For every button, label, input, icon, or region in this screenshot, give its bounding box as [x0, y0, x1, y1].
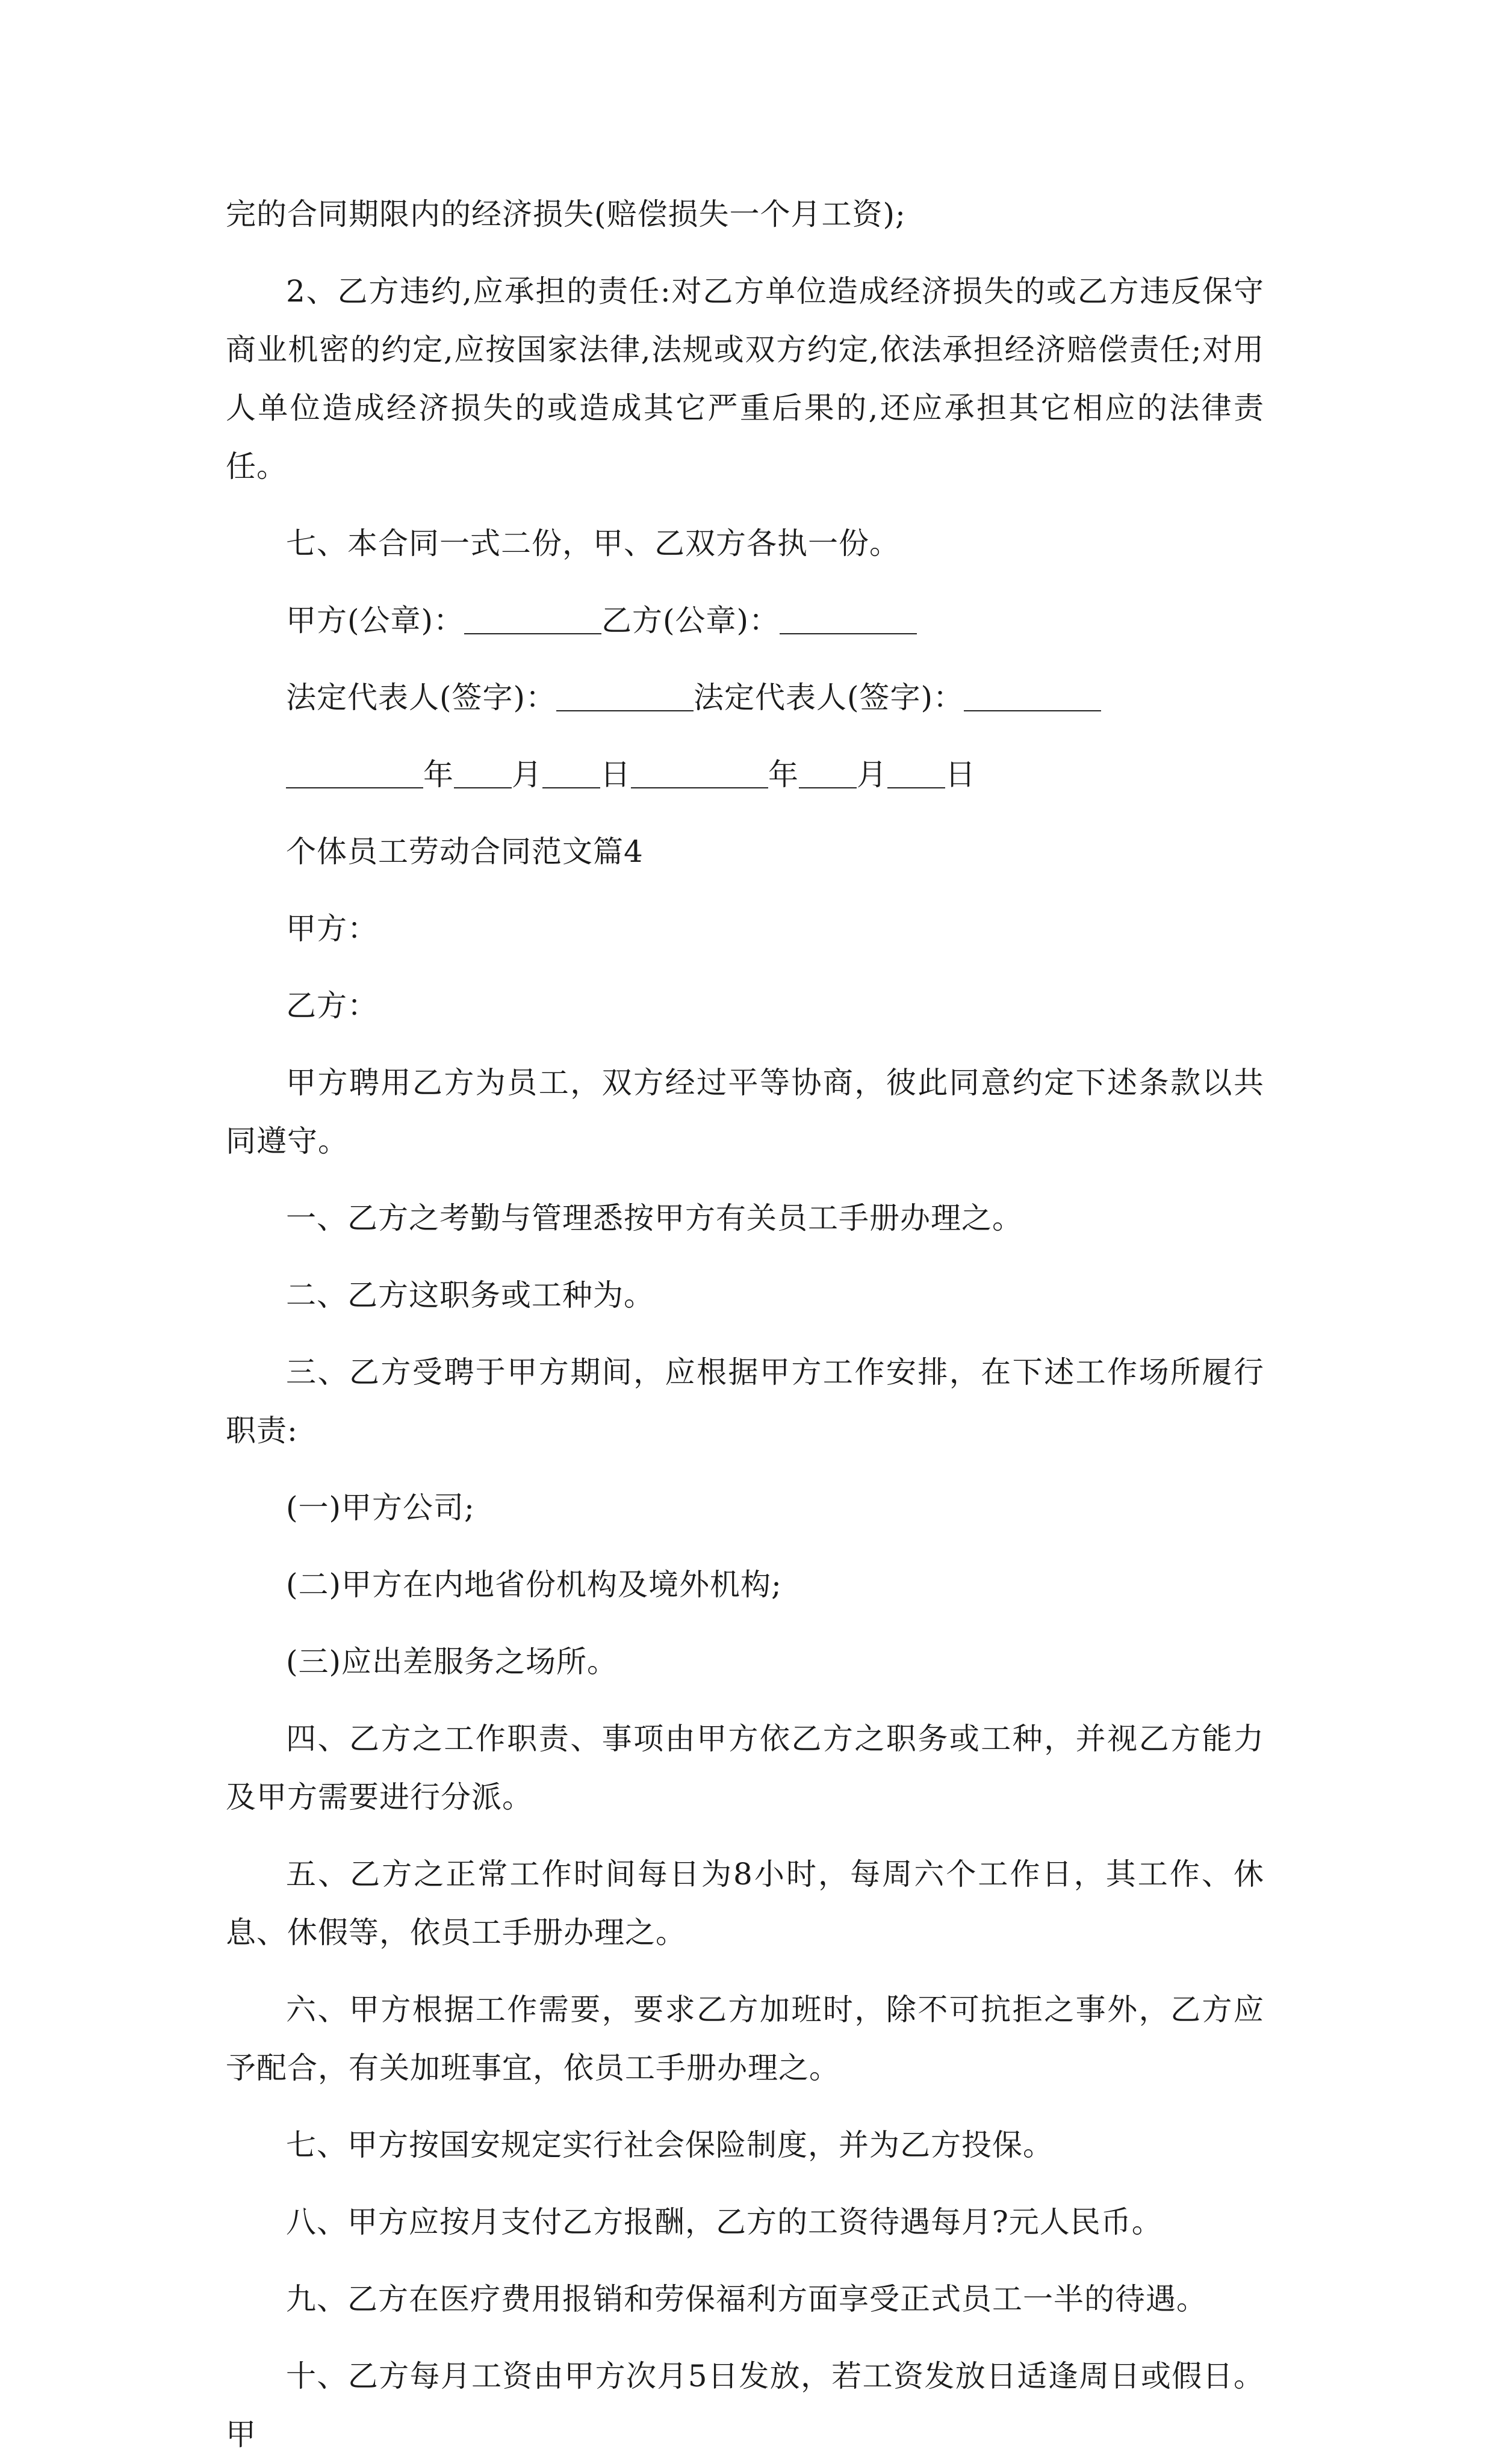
- rep-a-blank: [556, 680, 694, 711]
- clause-3-workplace: 三、乙方受聘于甲方期间，应根据甲方工作安排，在下述工作场所履行职责:: [226, 1355, 1264, 1448]
- day-a-blank: [542, 757, 600, 788]
- clause-2-position: 二、乙方这职务或工种为。: [286, 1278, 654, 1313]
- rep-b-blank: [964, 680, 1101, 711]
- month-b-blank: [799, 757, 857, 788]
- party-a-seal-blank: [464, 603, 601, 634]
- party-a-seal-label: 甲方(公章)：: [286, 603, 465, 638]
- clause-7-insurance: 七、甲方按国安规定实行社会保险制度，并为乙方投保。: [286, 2128, 1054, 2162]
- paragraph-party-b-breach: 2、乙方违约,应承担的责任:对乙方单位造成经济损失的或乙方违反保守商业机密的约定,应按国家法律,法规或双方约定,依法承担经济赔偿责任;对用人单位造成经济损失的或造成其它严重后果的,还应承担其它相应的法律责任。: [226, 274, 1264, 484]
- party-a-label: 甲方：: [286, 911, 378, 946]
- day-b-blank: [887, 757, 945, 788]
- clause-preamble: 甲方聘用乙方为员工，双方经过平等协商，彼此同意约定下述条款以共同遵守。: [226, 1065, 1264, 1159]
- month-b-label: 月: [857, 757, 887, 792]
- clause-4-duties: 四、乙方之工作职责、事项由甲方依乙方之职务或工种，并视乙方能力及甲方需要进行分派。: [226, 1721, 1264, 1815]
- clause-3-item-2: (二)甲方在内地省份机构及境外机构;: [286, 1567, 782, 1602]
- day-a-label: 日: [600, 757, 631, 792]
- year-a-label: 年: [423, 757, 454, 792]
- month-a-blank: [454, 757, 512, 788]
- paragraph-copies: 七、本合同一式二份，甲、乙双方各执一份。: [286, 526, 900, 561]
- signature-representative-line: [226, 669, 1264, 727]
- party-b-label: 乙方：: [286, 988, 378, 1023]
- signature-date-line: [226, 746, 1264, 804]
- month-a-label: 月: [512, 757, 542, 792]
- signature-seal-line: [226, 592, 1264, 650]
- rep-b-label: 法定代表人(签字)：: [694, 680, 964, 715]
- year-b-label: 年: [768, 757, 799, 792]
- section-title: 个体员工劳动合同范文篇4: [286, 834, 644, 869]
- clause-10-payday: 十、乙方每月工资由甲方次月5日发放，若工资发放日适逢周日或假日。甲: [226, 2359, 1264, 2452]
- paragraph-loss-continuation: 完的合同期限内的经济损失(赔偿损失一个月工资);: [226, 197, 906, 232]
- day-b-label: 日: [945, 757, 976, 792]
- clause-5-working-hours: 五、乙方之正常工作时间每日为8小时，每周六个工作日，其工作、休息、休假等，依员工手册办理之。: [226, 1857, 1264, 1950]
- party-b-seal-label: 乙方(公章)：: [601, 603, 780, 638]
- clause-8-salary: 八、甲方应按月支付乙方报酬，乙方的工资待遇每月?元人民币。: [286, 2205, 1162, 2240]
- clause-9-benefits: 九、乙方在医疗费用报销和劳保福利方面享受正式员工一半的待遇。: [286, 2282, 1207, 2317]
- party-b-seal-blank: [780, 603, 917, 634]
- year-a-blank: [286, 757, 423, 788]
- clause-6-overtime: 六、甲方根据工作需要，要求乙方加班时，除不可抗拒之事外，乙方应予配合，有关加班事宜，依员工手册办理之。: [226, 1992, 1264, 2085]
- rep-a-label: 法定代表人(签字)：: [286, 680, 557, 715]
- clause-1-attendance: 一、乙方之考勤与管理悉按甲方有关员工手册办理之。: [286, 1201, 1023, 1236]
- clause-3-item-1: (一)甲方公司;: [286, 1490, 475, 1525]
- year-b-blank: [631, 757, 768, 788]
- clause-3-item-3: (三)应出差服务之场所。: [286, 1644, 618, 1679]
